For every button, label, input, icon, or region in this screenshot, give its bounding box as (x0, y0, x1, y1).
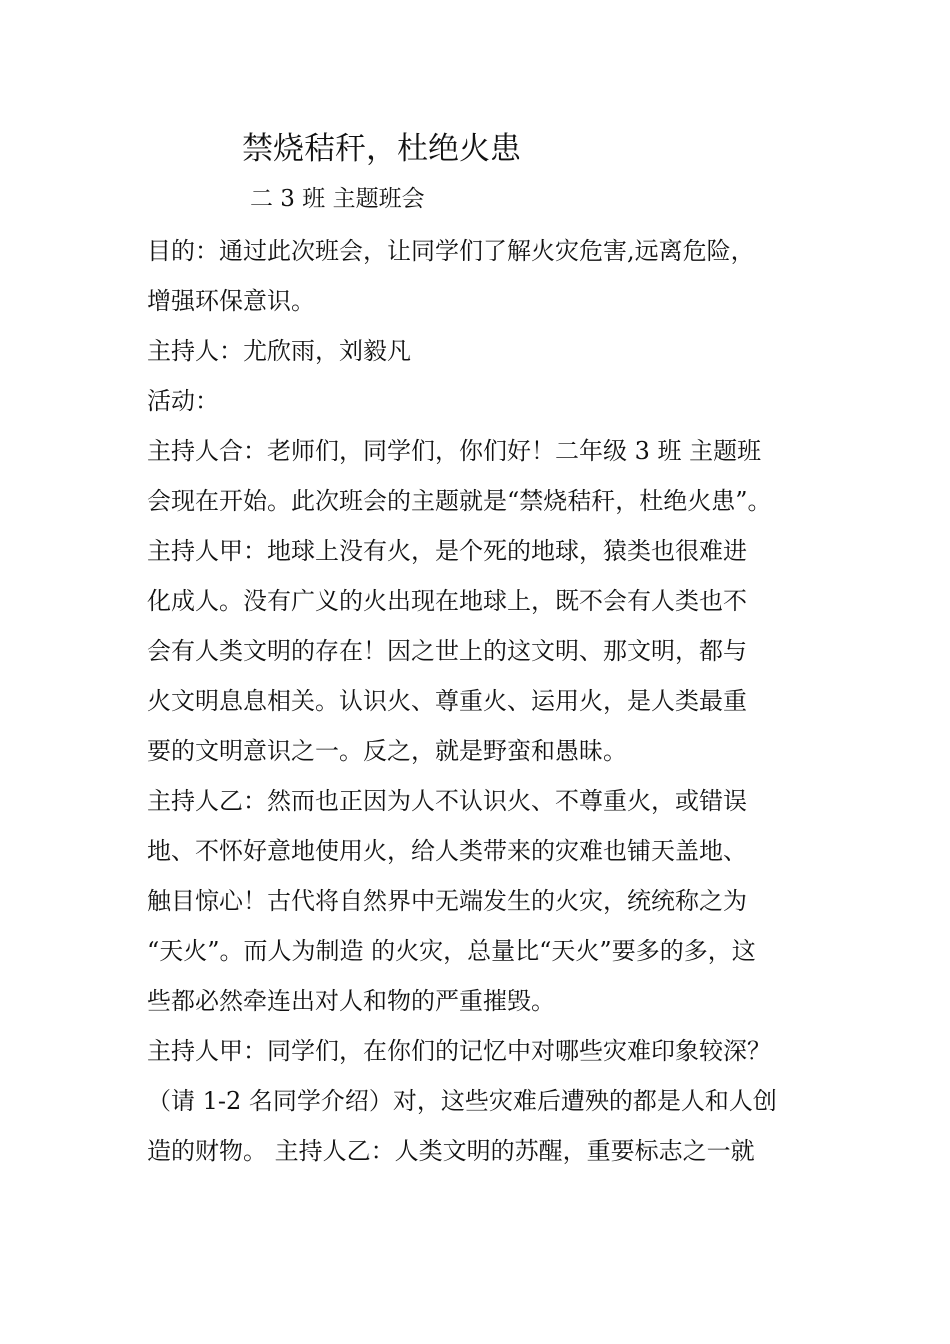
body-text (147, 226, 827, 1176)
text-line: 地、不怀好意地使用火，给人类带来的灾难也铺天盖地、 (147, 837, 747, 865)
text-line: 主持人合：老师们，同学们，你们好！二年级 3 班 主题班 (147, 437, 762, 465)
text-line: 要的文明意识之一。反之，就是野蛮和愚昧。 (147, 737, 627, 765)
text-line: 主持人乙：然而也正因为人不认识火、不尊重火，或错误 (147, 787, 747, 815)
text-line: 会现在开始。此次班会的主题就是“禁烧秸秆，杜绝火患”。 (147, 487, 772, 515)
text-line: 目的：通过此次班会，让同学们了解火灾危害,远离危险， (147, 237, 755, 265)
text-line: 造的财物。 主持人乙：人类文明的苏醒，重要标志之一就 (147, 1137, 755, 1165)
text-line: 火文明息息相关。认识火、尊重火、运用火，是人类最重 (147, 687, 747, 715)
page-subtitle: 二 3 班 主题班会 (250, 186, 425, 212)
text-line: 化成人。没有广义的火出现在地球上，既不会有人类也不 (147, 587, 747, 615)
text-line: 活动： (147, 387, 219, 415)
text-line: 主持人：尤欣雨，刘毅凡 (147, 337, 411, 365)
text-line: 会有人类文明的存在！因之世上的这文明、那文明，都与 (147, 637, 747, 665)
page-title: 禁烧秸秆，杜绝火患 (242, 131, 521, 167)
text-line: 主持人甲：地球上没有火，是个死的地球，猿类也很难进 (147, 537, 747, 565)
text-line: 触目惊心！古代将自然界中无端发生的火灾，统统称之为 (147, 887, 747, 915)
text-line: 些都必然牵连出对人和物的严重摧毁。 (147, 987, 555, 1015)
text-line: 主持人甲：同学们，在你们的记忆中对哪些灾难印象较深？ (147, 1037, 771, 1065)
text-line: “天火”。而人为制造 的火灾，总量比“天火”要多的多，这 (147, 937, 756, 965)
text-line: （请 1-2 名同学介绍）对，这些灾难后遭殃的都是人和人创 (147, 1087, 777, 1115)
text-line: 增强环保意识。 (147, 287, 315, 315)
